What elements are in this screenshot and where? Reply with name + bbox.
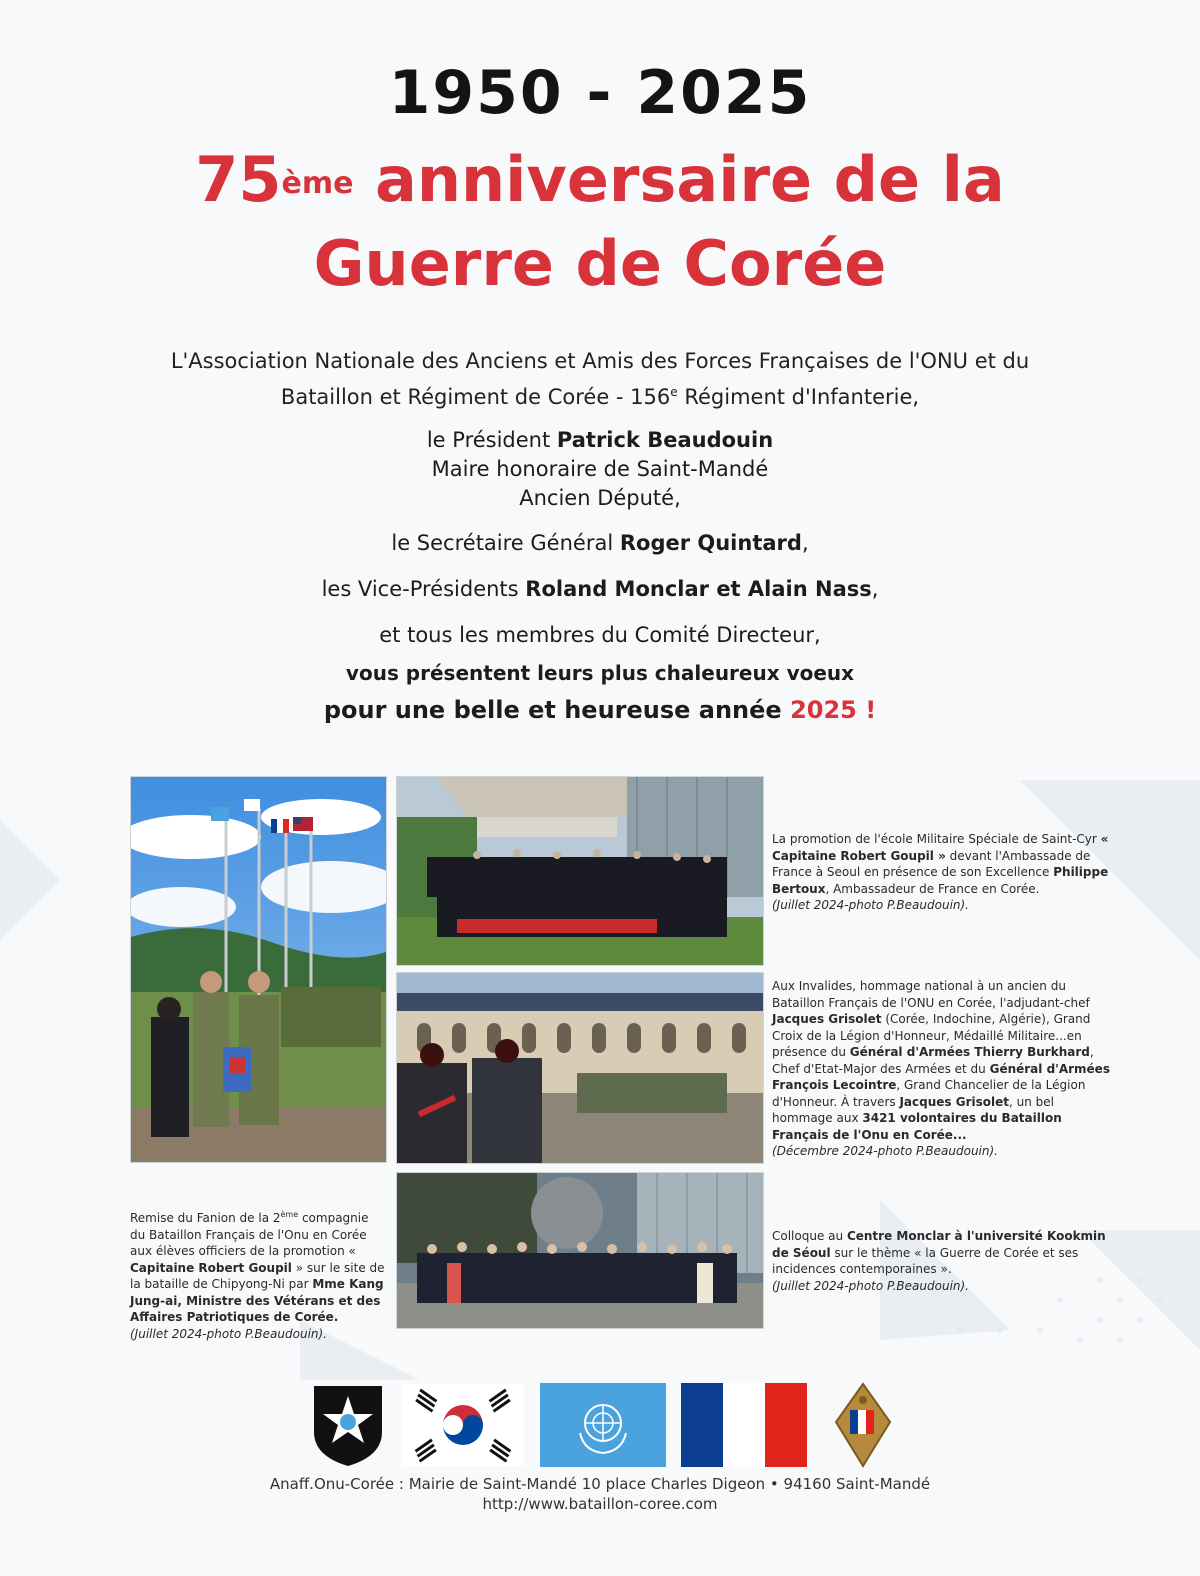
secretary-line bbox=[0, 531, 1200, 555]
title-superscript: ème bbox=[281, 166, 354, 201]
caption-2-text-3: , Chef d'Etat-Major des Armées et du bbox=[772, 1045, 1094, 1076]
years-heading: 1950 - 2025 bbox=[388, 58, 812, 128]
caption-3-bold-1: Centre Monclar à l'université Kookmin de Séoul bbox=[772, 1229, 1106, 1260]
regiment-badge bbox=[832, 1382, 894, 1468]
caption-1-text-3: , Ambassadeur de France en Corée. bbox=[825, 881, 1040, 896]
caption-left-sup: ème bbox=[280, 1210, 299, 1219]
flags-row bbox=[0, 1378, 1200, 1468]
footer-address: Anaff.Onu-Corée : Mairie de Saint-Mandé 10 place Charles Digeon • 94160 Saint-Mandé bbox=[269, 1475, 931, 1493]
caption-kookmin bbox=[772, 1228, 1112, 1294]
intro-line-1: L'Association Nationale des Anciens et Amis des Forces Françaises de l'ONU et du bbox=[170, 349, 1030, 373]
caption-2-text-5: , un bel hommage aux bbox=[772, 1094, 1054, 1125]
caption-1-bold-1: « Capitaine Robert Goupil » bbox=[772, 832, 1109, 863]
wishes-text: pour une belle et heureuse année bbox=[323, 696, 791, 724]
title-line-2: Guerre de Corée bbox=[313, 227, 887, 300]
caption-2-text-2: (Corée, Indochine, Algérie), Grand Croix de la Légion d'Honneur, Médaillé Militaire...en présence du bbox=[772, 1012, 1091, 1059]
president-prefix: le Président bbox=[426, 428, 557, 452]
wishes-line-1: vous présentent leurs plus chaleureux voeux bbox=[345, 661, 855, 685]
caption-2-bold-2: Général d'Armées Thierry Burkhard bbox=[849, 1045, 1090, 1059]
caption-2-bold-1: Jacques Grisolet bbox=[772, 1012, 882, 1026]
south-korea-flag bbox=[402, 1382, 524, 1468]
secretary-name: Roger Quintard bbox=[619, 531, 802, 555]
united-nations-flag bbox=[540, 1382, 666, 1468]
caption-2-bold-4: Jacques Grisolet bbox=[899, 1094, 1009, 1109]
indianhead-division-insignia bbox=[312, 1382, 384, 1468]
caption-1-text-1: La promotion de l'école Militaire Spéciale de Saint-Cyr bbox=[772, 832, 1101, 846]
president-title-2: Ancien Député, bbox=[519, 486, 681, 510]
caption-invalides bbox=[772, 978, 1112, 1160]
vice-names: Roland Monclar et Alain Nass bbox=[525, 577, 872, 601]
intro-line-2a: Bataillon et Régiment de Corée - 156 bbox=[280, 385, 671, 409]
caption-chipyong-ni bbox=[130, 1207, 385, 1342]
caption-embassy bbox=[772, 831, 1112, 914]
wishes-year: 2025 ! bbox=[790, 696, 877, 724]
photo-kookmin-colloquium bbox=[396, 1172, 764, 1329]
photo-invalides-tribute bbox=[396, 972, 764, 1164]
caption-left-bold-1: Capitaine Robert Goupil bbox=[130, 1260, 292, 1275]
caption-2-credit: (Décembre 2024-photo P.Beaudouin). bbox=[772, 1144, 998, 1158]
caption-1-text-2: devant l'Ambassade de France à Seoul en présence de son Excellence bbox=[772, 848, 1091, 879]
caption-left-bold-2: Mme Kang Jung-ai, Ministre des Vétérans et des Affaires Patriotiques de Corée. bbox=[130, 1277, 384, 1324]
caption-3-text-1: Colloque au bbox=[772, 1229, 847, 1243]
caption-1-bold-2: Philippe Bertoux bbox=[772, 865, 1109, 896]
title-number: 75 bbox=[195, 143, 282, 216]
caption-2-bold-3: Général d'Armées François Lecointre bbox=[772, 1061, 1110, 1092]
intro-sup: e bbox=[670, 385, 678, 399]
caption-2-bold-5: 3421 volontaires du Bataillon Français de l'Onu en Corée... bbox=[772, 1111, 1062, 1142]
vice-prefix: les Vice-Présidents bbox=[321, 577, 526, 601]
caption-3-credit: (Juillet 2024-photo P.Beaudouin). bbox=[772, 1278, 969, 1293]
caption-2-text-1: Aux Invalides, hommage national à un ancien du Bataillon Français de l'ONU en Corée, l'adjudant-chef bbox=[772, 979, 1090, 1010]
france-flag bbox=[681, 1382, 807, 1468]
president-title-1: Maire honoraire de Saint-Mandé bbox=[431, 457, 769, 481]
wishes-line-2 bbox=[0, 696, 1200, 724]
vice-presidents-line bbox=[0, 577, 1200, 601]
photo-embassy-seoul bbox=[396, 776, 764, 966]
footer-website-link[interactable]: http://www.bataillon-coree.com bbox=[482, 1495, 718, 1513]
secretary-prefix: le Secrétaire Général bbox=[391, 531, 620, 555]
photo-chipyong-ni-ceremony bbox=[130, 776, 387, 1163]
intro-line-2b: Régiment d'Infanterie, bbox=[677, 385, 920, 409]
caption-left-text-3: » sur le site de la bataille de Chipyong-Ni par bbox=[130, 1260, 385, 1291]
secretary-suffix: , bbox=[801, 531, 809, 555]
caption-1-credit: (Juillet 2024-photo P.Beaudouin). bbox=[772, 898, 969, 912]
caption-2-text-4: , Grand Chancelier de la Légion d'Honneur. À travers bbox=[772, 1078, 1086, 1109]
president-name: Patrick Beaudouin bbox=[556, 428, 774, 452]
caption-left-text-1: Remise du Fanion de la 2 bbox=[130, 1211, 281, 1225]
caption-left-credit: (Juillet 2024-photo P.Beaudouin). bbox=[130, 1326, 327, 1341]
president-block bbox=[0, 426, 1200, 513]
caption-3-text-2: sur le thème « la Guerre de Corée et ses incidences contemporaines ». bbox=[772, 1245, 1079, 1276]
association-intro bbox=[100, 346, 1100, 413]
caption-left-text-2: compagnie du Bataillon Français de l'Onu en Corée aux élèves officiers de la promotion « bbox=[130, 1211, 369, 1258]
title-rest: anniversaire de la bbox=[353, 143, 1005, 216]
members-line: et tous les membres du Comité Directeur, bbox=[379, 623, 821, 647]
anniversary-title bbox=[0, 138, 1200, 306]
intro-line-2 bbox=[100, 377, 1100, 413]
vice-suffix: , bbox=[871, 577, 879, 601]
